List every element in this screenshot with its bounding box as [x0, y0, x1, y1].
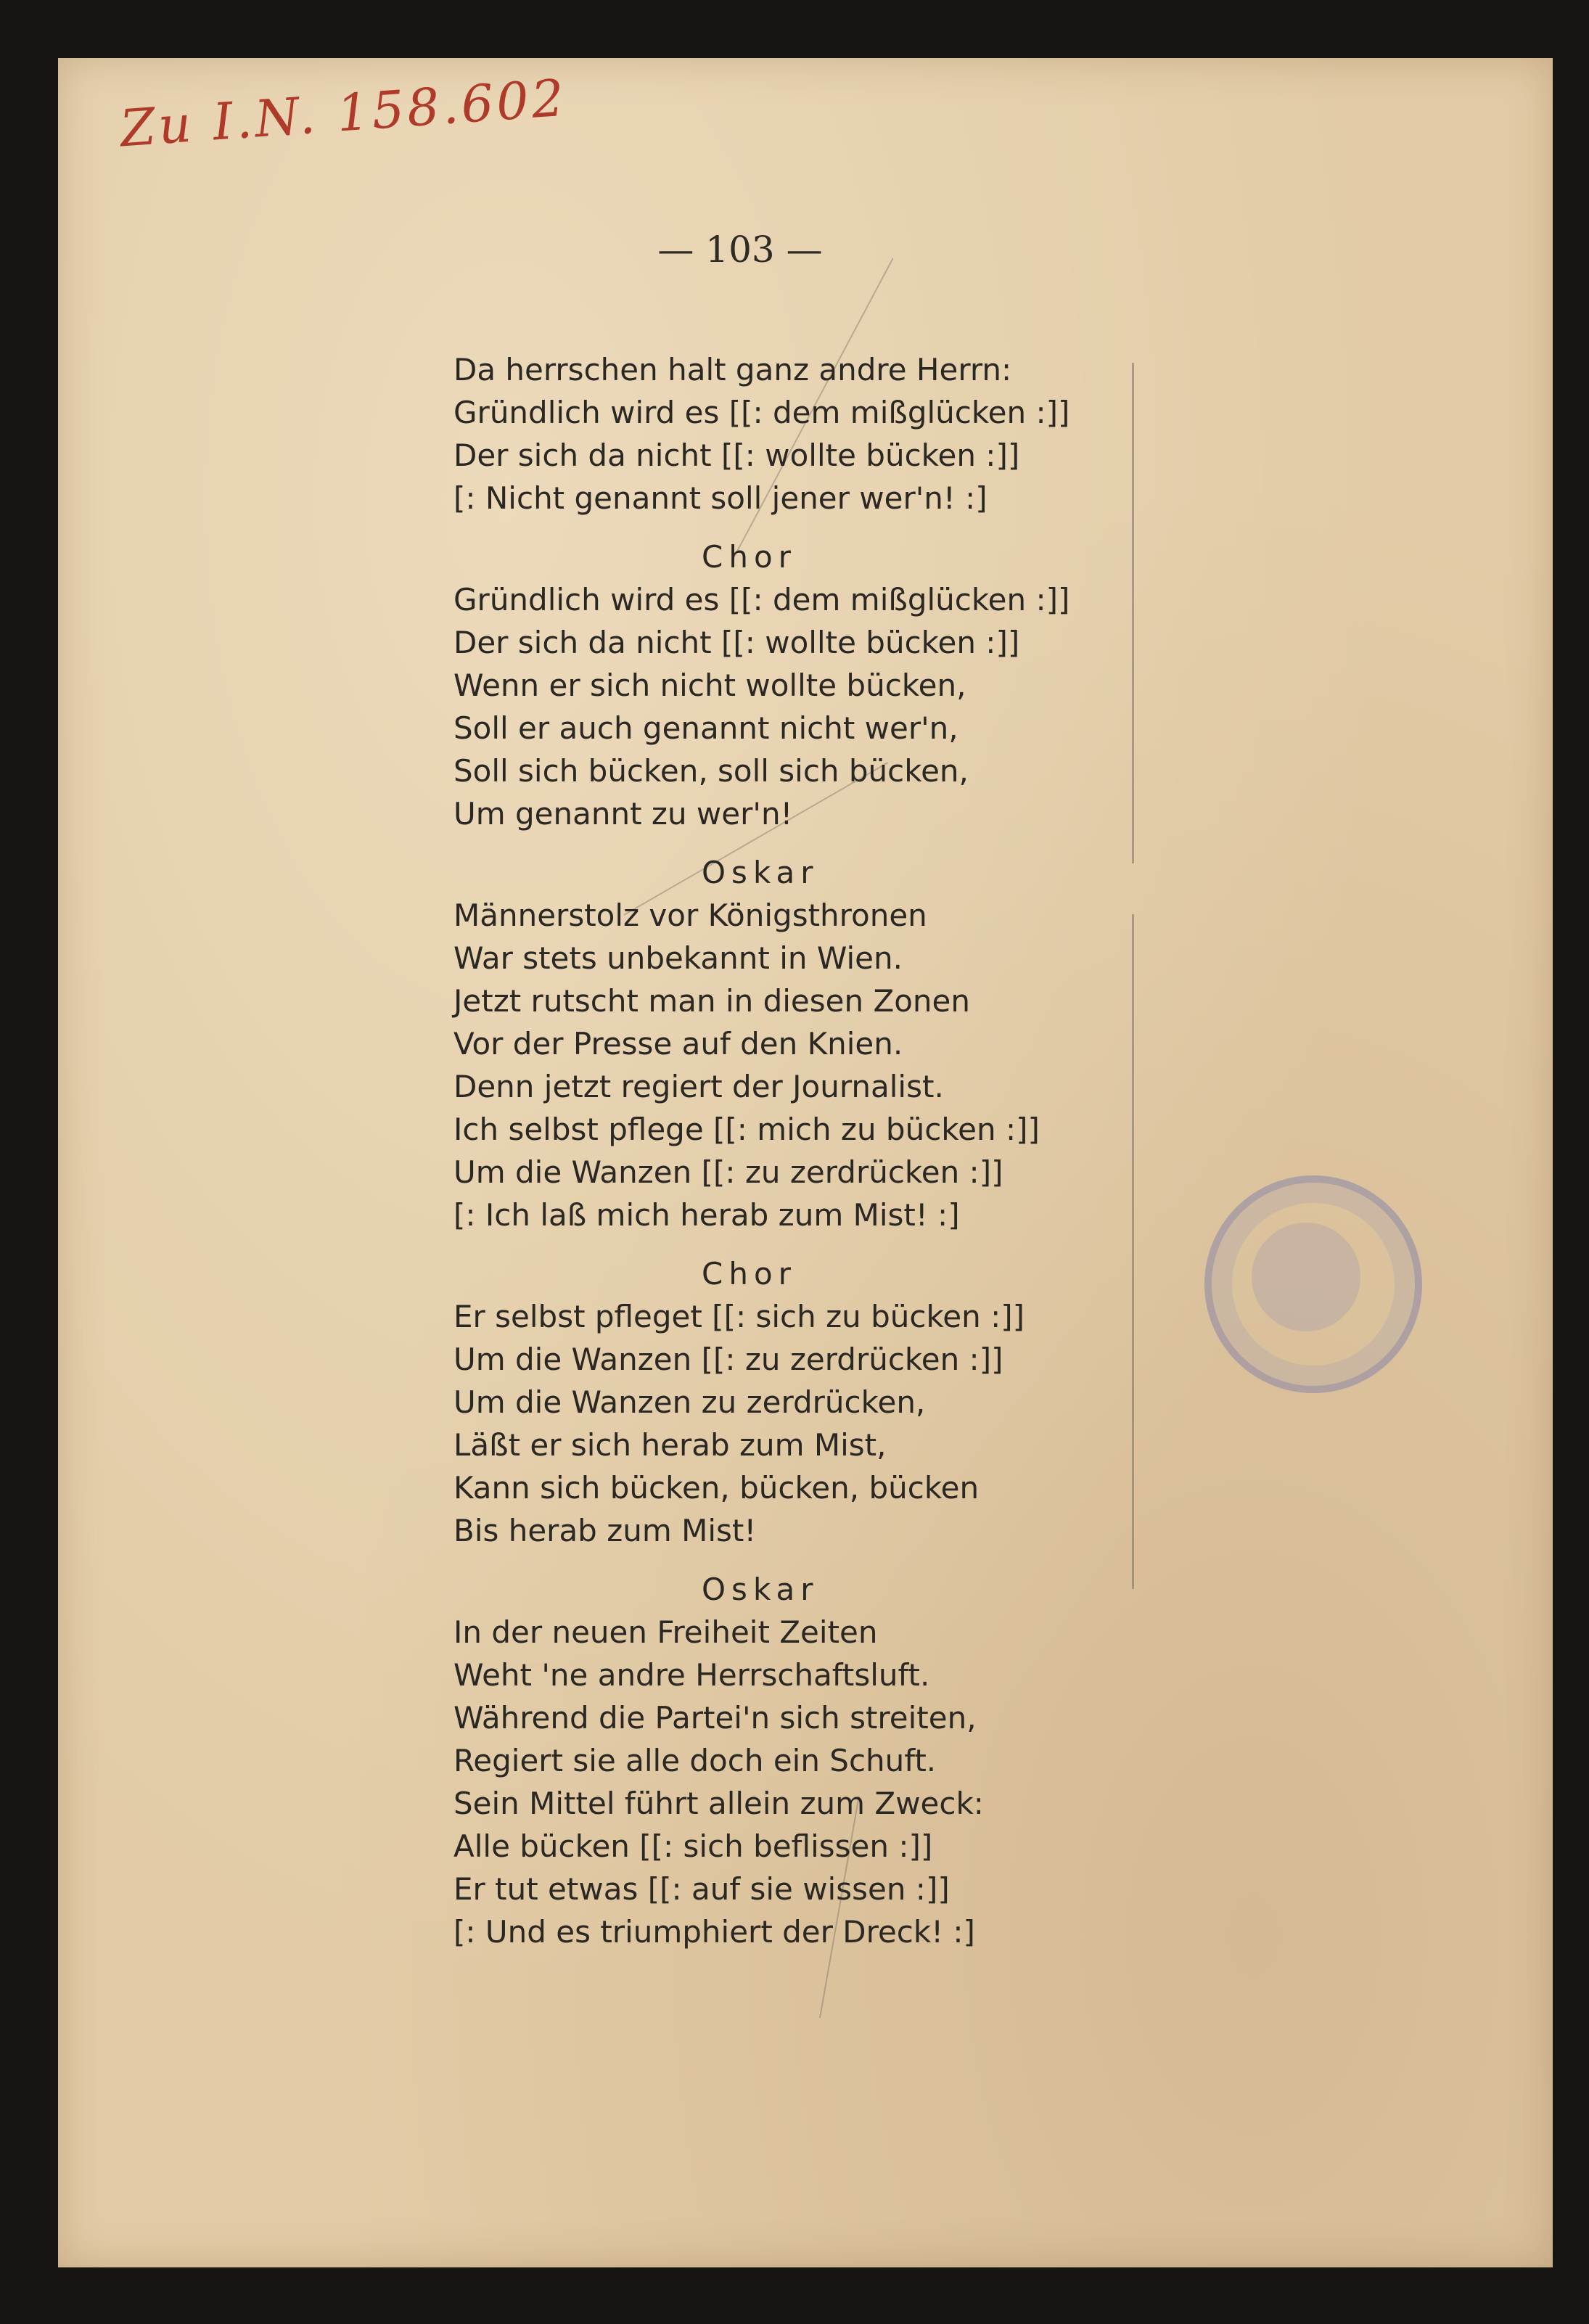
verse-line: Jetzt rutscht man in diesen Zonen: [453, 983, 970, 1019]
verse-line: Bis herab zum Mist!: [453, 1513, 757, 1548]
verse-line: Läßt er sich herab zum Mist,: [453, 1427, 887, 1463]
verse-line: Alle bücken [[: sich beflissen :]]: [453, 1828, 933, 1864]
verse-line: Da herrschen halt ganz andre Herrn:: [453, 352, 1012, 387]
verse-line: Um die Wanzen zu zerdrücken,: [453, 1384, 926, 1420]
page-number-text: — 103 —: [657, 229, 823, 271]
verse-line: Der sich da nicht [[: wollte bücken :]]: [453, 625, 1020, 660]
verse-line: [: Nicht genannt soll jener wer'n! :]: [453, 480, 988, 516]
verse-line: Weht 'ne andre Herrschaftsluft.: [453, 1657, 930, 1693]
verse-line: Vor der Presse auf den Knien.: [453, 1026, 903, 1062]
poem-text: [453, 348, 1165, 1953]
stanza-3: [453, 851, 1165, 1236]
verse-line: Soll sich bücken, soll sich bücken,: [453, 753, 969, 789]
verse-line: In der neuen Freiheit Zeiten: [453, 1614, 878, 1650]
verse-line: Wenn er sich nicht wollte bücken,: [453, 668, 966, 703]
speaker-label: Chor: [702, 1256, 797, 1292]
verse-line: Er selbst pfleget [[: sich zu bücken :]]: [453, 1299, 1025, 1334]
verse-line: Soll er auch genannt nicht wer'n,: [453, 710, 958, 746]
verse-line: Er tut etwas [[: auf sie wissen :]]: [453, 1871, 950, 1907]
stanza-5: [453, 1568, 1165, 1953]
page-number: [58, 229, 1553, 271]
speaker-label: Oskar: [702, 855, 819, 890]
verse-line: Um die Wanzen [[: zu zerdrücken :]]: [453, 1342, 1003, 1377]
verse-line: Um genannt zu wer'n!: [453, 796, 793, 832]
verse-line: Sein Mittel führt allein zum Zweck:: [453, 1786, 984, 1821]
verse-line: Kann sich bücken, bücken, bücken: [453, 1470, 980, 1506]
verse-line: Während die Partei'n sich streiten,: [453, 1700, 977, 1736]
document-page: [58, 58, 1553, 2267]
verse-line: Denn jetzt regiert der Journalist.: [453, 1069, 944, 1104]
stanza-4: [453, 1252, 1165, 1552]
handwritten-archive-note: Zu I.N. 158.602: [118, 67, 569, 159]
verse-line: Der sich da nicht [[: wollte bücken :]]: [453, 438, 1020, 473]
verse-line: War stets unbekannt in Wien.: [453, 940, 903, 976]
verse-line: [: Und es triumphiert der Dreck! :]: [453, 1914, 975, 1950]
verse-line: Männerstolz vor Königsthronen: [453, 898, 927, 933]
speaker-label: Oskar: [702, 1572, 819, 1607]
stanza-2: [453, 535, 1165, 835]
speaker-label: Chor: [702, 539, 797, 575]
verse-line: Gründlich wird es [[: dem mißglücken :]]: [453, 395, 1070, 430]
verse-line: [: Ich laß mich herab zum Mist! :]: [453, 1197, 960, 1233]
verse-line: Um die Wanzen [[: zu zerdrücken :]]: [453, 1154, 1003, 1190]
verse-line: Ich selbst pflege [[: mich zu bücken :]]: [453, 1112, 1040, 1147]
stanza-1: [453, 348, 1165, 520]
library-stamp-icon: [1204, 1175, 1422, 1393]
verse-line: Regiert sie alle doch ein Schuft.: [453, 1743, 937, 1778]
verse-line: Gründlich wird es [[: dem mißglücken :]]: [453, 582, 1070, 617]
